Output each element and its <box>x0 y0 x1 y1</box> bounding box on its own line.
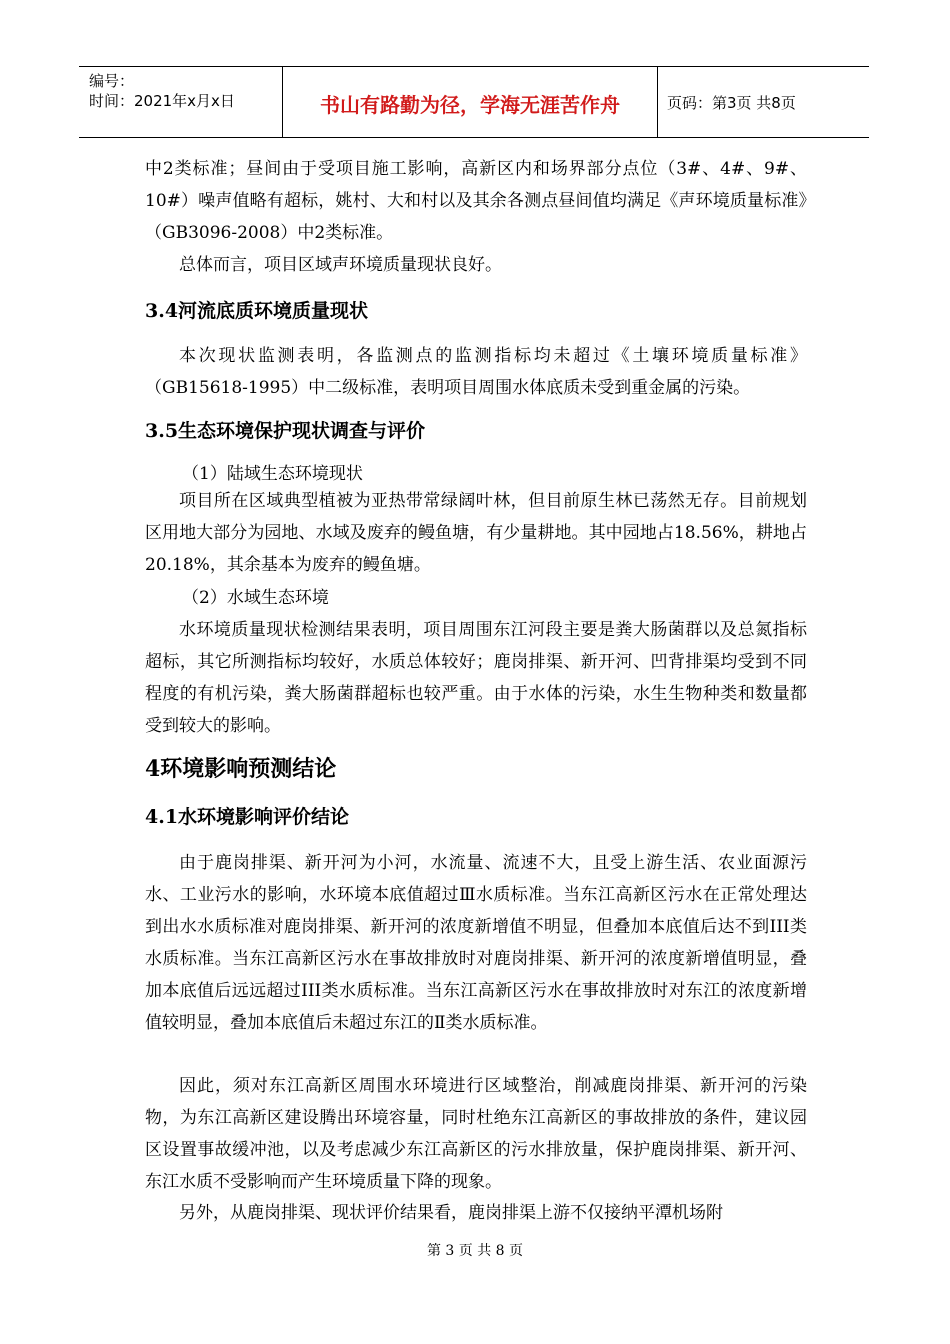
header-table <box>79 66 869 138</box>
header-motto: 书山有路勤为径，学海无涯苦作舟 <box>320 93 620 117</box>
paragraph-noise: 中2类标准；昼间由于受项目施工影响，高新区内和场界部分点位（3#、4#、9#、10#）噪声值略有超标，姚村、大和村以及其余各测点昼间值均满足《声环境质量标准》（GB3096-2008）中2类标准。 <box>145 159 807 243</box>
paragraph-noise-summary: 总体而言，项目区域声环境质量现状良好。 <box>179 255 502 275</box>
document-number-label: 编号： <box>89 72 135 90</box>
heading-3-4: 3.4河流底质环境质量现状 <box>145 300 369 322</box>
heading-4: 4环境影响预测结论 <box>145 756 337 782</box>
paragraph-land-ecology: 项目所在区域典型植被为亚热带常绿阔叶林，但目前原生林已荡然无存。目前规划区用地大部分为园地、水域及废弃的鳗鱼塘，有少量耕地。其中园地占18.56%，耕地占20.18%，其余基本为废弃的鳗鱼塘。 <box>145 491 807 575</box>
heading-4-1: 4.1水环境影响评价结论 <box>145 806 350 828</box>
header-meta-cell <box>79 67 282 137</box>
paragraph-water-impact-b: 因此，须对东江高新区周围水环境进行区域整治，削减鹿岗排渠、新开河的污染物，为东江高新区建设腾出环境容量，同时杜绝东江高新区的事故排放的条件，建议园区设置事故缓冲池，以及考虑减少东江高新区的污水排放量，保护鹿岗排渠、新开河、东江水质不受影响而产生环境质量下降的现象。 <box>145 1076 807 1192</box>
subheading-water-ecology: （2）水域生态环境 <box>182 588 329 608</box>
paragraph-sediment: 本次现状监测表明，各监测点的监测指标均未超过《土壤环境质量标准》（GB15618-1995）中二级标准，表明项目周围水体底质未受到重金属的污染。 <box>145 346 807 398</box>
header-page-cell <box>657 67 869 137</box>
header-page-number: 页码：第3页 共8页 <box>667 94 796 112</box>
header-motto-cell <box>282 67 658 137</box>
paragraph-water-impact-a: 由于鹿岗排渠、新开河为小河，水流量、流速不大，且受上游生活、农业面源污水、工业污水的影响，水环境本底值超过Ⅲ水质标准。当东江高新区污水在正常处理达到出水水质标准对鹿岗排渠、新开河的浓度新增值不明显，但叠加本底值后达不到III类水质标准。当东江高新区污水在事故排放时对鹿岗排渠、新开河的浓度新增值明显，叠加本底值后远远超过III类水质标准。当东江高新区污水在事故排放时对东江的浓度新增值较明显，叠加本底值后未超过东江的Ⅱ类水质标准。 <box>145 853 807 1033</box>
document-date-label: 时间：2021年x月x日 <box>89 92 235 110</box>
paragraph-water-impact-c: 另外，从鹿岗排渠、现状评价结果看，鹿岗排渠上游不仅接纳平潭机场附 <box>179 1203 723 1223</box>
footer-page-number: 第 3 页 共 8 页 <box>426 1243 524 1259</box>
subheading-land-ecology: （1）陆域生态环境现状 <box>182 464 363 484</box>
paragraph-water-ecology: 水环境质量现状检测结果表明，项目周围东江河段主要是粪大肠菌群以及总氮指标超标，其它所测指标均较好，水质总体较好；鹿岗排渠、新开河、凹背排渠均受到不同程度的有机污染，粪大肠菌群超标也较严重。由于水体的污染，水生生物种类和数量都受到较大的影响。 <box>145 620 807 736</box>
heading-3-5: 3.5生态环境保护现状调查与评价 <box>145 420 426 442</box>
